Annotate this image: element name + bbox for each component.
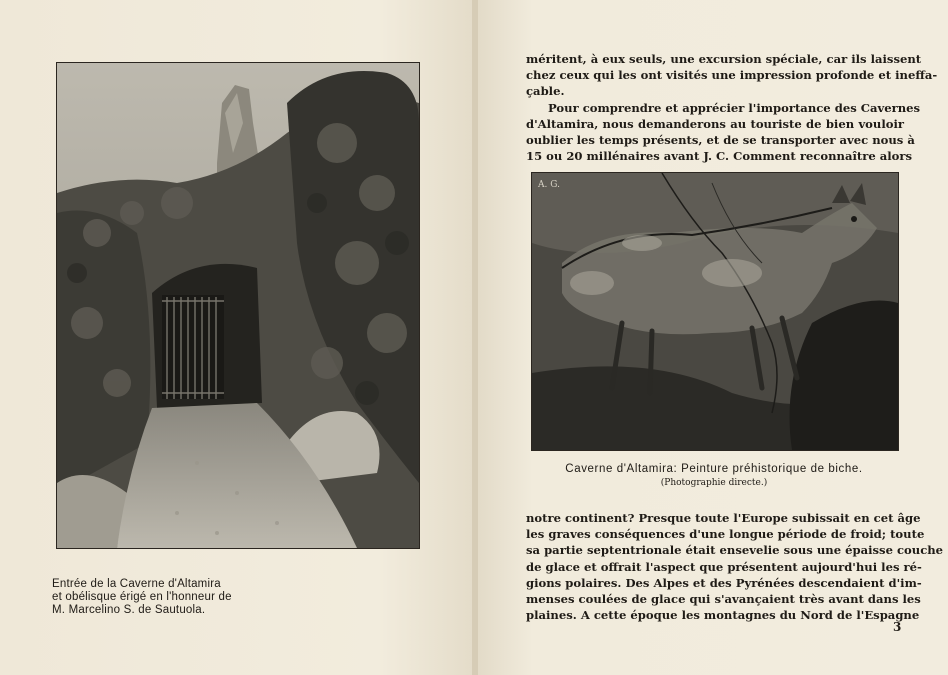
caption-line: Entrée de la Caverne d'Altamira bbox=[52, 578, 221, 590]
text-line: méritent, à eux seuls, une excursion spéciale, car ils laissent bbox=[526, 52, 922, 66]
body-text-top bbox=[526, 51, 938, 164]
book-gutter bbox=[472, 0, 478, 675]
right-photo-caption bbox=[531, 463, 897, 488]
text-line: menses coulées de glace qui s'avançaient très avant dans les bbox=[526, 592, 921, 607]
caption-line: et obélisque érigé en l'honneur de bbox=[52, 591, 232, 603]
text-line: plaines. A cette époque les montagnes du Nord de l'Espagne bbox=[526, 608, 920, 623]
cave-entrance-illustration bbox=[57, 63, 419, 548]
text-line: d'Altamira, nous demanderons au touriste de bien vouloir bbox=[526, 116, 904, 131]
figure-subcaption: (Photographie directe.) bbox=[660, 478, 768, 488]
text-line: de glace et offrait l'aspect que présentent aujourd'hui les ré- bbox=[526, 559, 922, 574]
cave-entrance-photo bbox=[56, 62, 420, 549]
body-text-bottom bbox=[526, 510, 944, 623]
caption-line: M. Marcelino S. de Sautuola. bbox=[52, 604, 206, 616]
page-number: 3 bbox=[893, 620, 902, 634]
text-line: chez ceux qui les ont visités une impression profonde et ineffa- bbox=[526, 68, 938, 83]
text-line: sa partie septentrionale était ensevelie sous une épaisse couche bbox=[526, 543, 944, 558]
photo-watermark: A. G. bbox=[538, 180, 560, 190]
text-line: Pour comprendre et apprécier l'importance des Cavernes bbox=[548, 100, 921, 115]
text-line: 15 ou 20 millénaires avant J. C. Comment reconnaître alors bbox=[526, 149, 913, 164]
text-line: oublier les temps présents, et de se transporter avec nous à bbox=[526, 133, 915, 148]
hind-painting-illustration bbox=[532, 173, 898, 450]
text-line: çable. bbox=[526, 84, 565, 99]
figure-caption: Caverne d'Altamira: Peinture préhistorique de biche. bbox=[565, 463, 863, 475]
text-line: notre continent? Presque toute l'Europe subissait en cet âge bbox=[526, 511, 921, 525]
left-photo-caption bbox=[52, 578, 262, 617]
text-line: les graves conséquences d'une longue période de froid; toute bbox=[526, 527, 925, 542]
cave-painting-photo bbox=[531, 172, 899, 451]
text-line: gions polaires. Des Alpes et des Pyrénées descendaient d'im- bbox=[526, 575, 922, 590]
